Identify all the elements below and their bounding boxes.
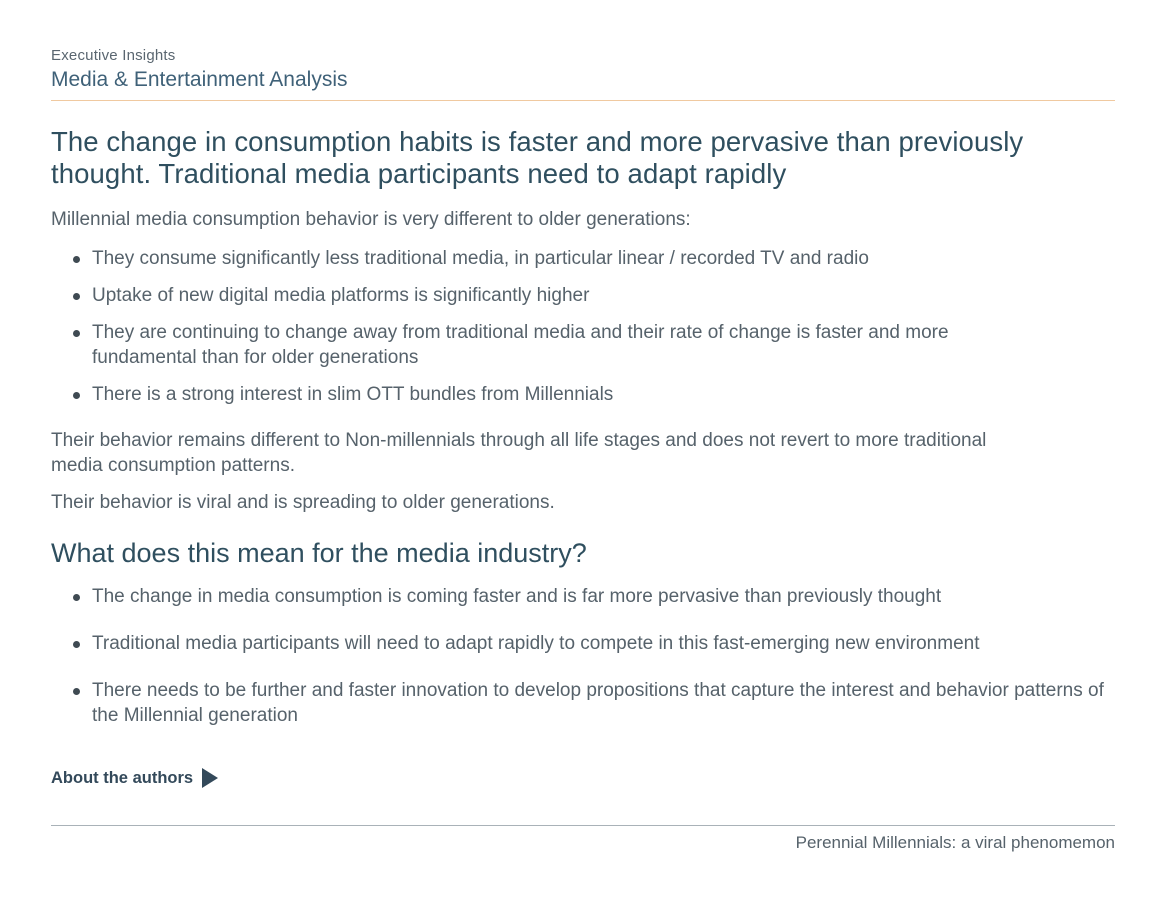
page-headline bbox=[51, 126, 1115, 190]
paragraph-life-stages: Their behavior remains different to Non-millennials through all life stages and does not revert to more traditional media consumption patterns. bbox=[51, 430, 987, 476]
list-item bbox=[51, 320, 1051, 370]
list-item-text: The change in media consumption is coming faster and is far more pervasive than previously thought bbox=[92, 586, 942, 607]
list-item-text: They consume significantly less traditional media, in particular linear / recorded TV and radio bbox=[92, 248, 869, 269]
bullet-icon bbox=[73, 256, 80, 263]
headline-line-2: thought. Traditional media participants need to adapt rapidly bbox=[51, 158, 787, 189]
bullet-icon bbox=[73, 688, 80, 695]
section-subheading: What does this mean for the media industry? bbox=[51, 538, 587, 568]
footer-publication-title: Perennial Millennials: a viral phenomemon bbox=[795, 833, 1115, 852]
list-item bbox=[51, 584, 1115, 609]
list-item bbox=[51, 283, 1051, 308]
list-item-text: Uptake of new digital media platforms is significantly higher bbox=[92, 285, 590, 306]
intro-text: Millennial media consumption behavior is very different to older generations: bbox=[51, 209, 691, 230]
findings-list bbox=[51, 246, 1051, 419]
paragraph-viral: Their behavior is viral and is spreading to older generations. bbox=[51, 492, 555, 513]
list-item-text: There needs to be further and faster innovation to develop propositions that capture the interest and behavior patterns of the Millennial generation bbox=[92, 680, 1104, 726]
bullet-icon bbox=[73, 330, 80, 337]
about-authors-link[interactable] bbox=[51, 768, 218, 788]
list-item bbox=[51, 246, 1051, 271]
bullet-icon bbox=[73, 594, 80, 601]
list-item bbox=[51, 631, 1115, 656]
list-item-text: Traditional media participants will need to adapt rapidly to compete in this fast-emerging new environment bbox=[92, 633, 980, 654]
bullet-icon bbox=[73, 641, 80, 648]
list-item bbox=[51, 382, 1051, 407]
implications-list bbox=[51, 584, 1115, 750]
footer-divider bbox=[51, 825, 1115, 826]
play-arrow-icon bbox=[202, 768, 218, 788]
about-authors-label: About the authors bbox=[51, 768, 194, 787]
header-kicker: Executive Insights bbox=[51, 47, 176, 64]
headline-line-1: The change in consumption habits is faster and more pervasive than previously bbox=[51, 126, 1024, 157]
list-item-text: There is a strong interest in slim OTT bundles from Millennials bbox=[92, 384, 614, 405]
page bbox=[51, 0, 1115, 900]
header-section-title: Media & Entertainment Analysis bbox=[51, 68, 348, 91]
list-item bbox=[51, 678, 1115, 728]
page-header bbox=[51, 47, 1115, 101]
bullet-icon bbox=[73, 293, 80, 300]
bullet-icon bbox=[73, 392, 80, 399]
list-item-text: They are continuing to change away from traditional media and their rate of change is faster and more fundamental than for older generations bbox=[92, 322, 949, 368]
